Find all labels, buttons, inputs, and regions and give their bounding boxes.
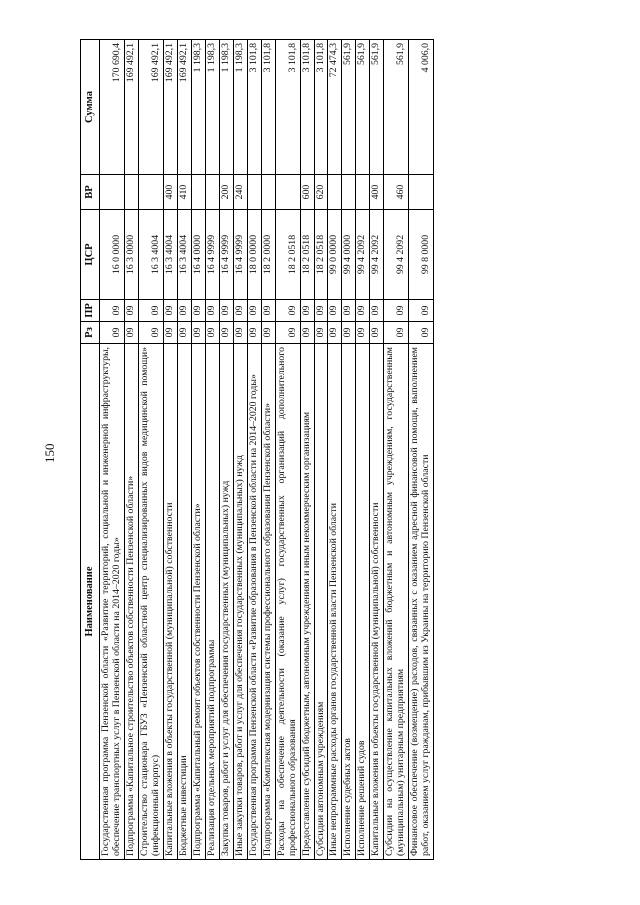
cell-csr: 16 4 9999 [233,210,247,300]
table-row [219,40,233,860]
cell-pr: 09 [261,300,275,322]
table-row [247,40,261,860]
cell-vr [409,175,434,210]
cell-name: Бюджетные инвестиции [177,344,191,860]
cell-sum: 3 101,8 [314,40,328,175]
cell-pr: 09 [384,300,409,322]
cell-sum: 3 101,8 [300,40,314,175]
cell-pr: 09 [314,300,328,322]
cell-pr: 09 [191,300,205,322]
table-row [314,40,328,860]
rotated-table-container [80,40,560,860]
cell-rz: 09 [219,322,233,344]
cell-csr: 99 4 0000 [342,210,356,300]
cell-sum: 4 006,0 [409,40,434,175]
cell-name: Подпрограмма «Капитальное строительство объектов собственности Пензенской области» [124,344,138,860]
cell-pr: 09 [356,300,370,322]
cell-sum: 561,9 [342,40,356,175]
cell-sum: 561,9 [370,40,384,175]
cell-rz: 09 [314,322,328,344]
table-row [261,40,275,860]
cell-csr: 18 2 0518 [314,210,328,300]
cell-rz: 09 [409,322,434,344]
page-number [40,445,60,461]
cell-sum: 1 198,3 [205,40,219,175]
cell-vr [356,175,370,210]
header-rz: Рз [81,322,100,344]
cell-sum: 1 198,3 [219,40,233,175]
table-row [356,40,370,860]
cell-name: Субсидии автономным учреждениям [314,344,328,860]
cell-vr [342,175,356,210]
table-row [300,40,314,860]
cell-sum: 72 474,3 [328,40,342,175]
cell-vr [205,175,219,210]
cell-name: Иные закупки товаров, работ и услуг для обеспечения государственных (муниципальных) нужд [233,344,247,860]
cell-sum: 170 690,4 [100,40,125,175]
cell-pr: 09 [328,300,342,322]
cell-sum: 3 101,8 [247,40,261,175]
cell-csr: 16 4 9999 [219,210,233,300]
cell-csr: 16 3 4004 [177,210,191,300]
cell-vr [138,175,163,210]
cell-vr: 240 [233,175,247,210]
cell-csr: 99 0 0000 [328,210,342,300]
cell-pr: 09 [177,300,191,322]
cell-name: Подпрограмма «Капитальный ремонт объектов собственности Пензенской области» [191,344,205,860]
cell-csr: 18 0 0000 [247,210,261,300]
table-row [124,40,138,860]
header-name: Наименование [81,344,100,860]
cell-pr: 09 [342,300,356,322]
table-row [191,40,205,860]
cell-csr: 16 4 0000 [191,210,205,300]
cell-name: Государственная программа Пензенской области «Развитие образования в Пензенской области на 2014–2020 годы» [247,344,261,860]
cell-csr: 99 4 2092 [370,210,384,300]
cell-csr: 99 4 2092 [384,210,409,300]
cell-csr: 99 4 2092 [356,210,370,300]
table-row [100,40,125,860]
cell-name: Реализация отдельных мероприятий подпрограммы [205,344,219,860]
cell-vr [191,175,205,210]
cell-rz: 09 [100,322,125,344]
budget-table [80,39,434,860]
table-row [328,40,342,860]
cell-name: Иные непрограммные расходы органов государственной власти Пензенской области [328,344,342,860]
cell-vr [100,175,125,210]
table-row [370,40,384,860]
table-row [384,40,409,860]
table-row [163,40,177,860]
cell-vr [328,175,342,210]
cell-sum: 561,9 [356,40,370,175]
cell-name: Субсидии на осуществление капитальных вложений бюджетным и автономным учреждениям, государственным (муниципальным) унитарным предприятиям [384,344,409,860]
table-row [342,40,356,860]
cell-pr: 09 [275,300,300,322]
header-pr: ПР [81,300,100,322]
cell-pr: 09 [247,300,261,322]
cell-vr [275,175,300,210]
cell-rz: 09 [205,322,219,344]
cell-pr: 09 [409,300,434,322]
cell-rz: 09 [261,322,275,344]
cell-pr: 09 [100,300,125,322]
cell-rz: 09 [342,322,356,344]
cell-name: Исполнение решений судов [356,344,370,860]
cell-rz: 09 [370,322,384,344]
cell-name: Капитальные вложения в объекты государственной (муниципальной) собственности [370,344,384,860]
cell-vr: 600 [300,175,314,210]
cell-csr: 16 3 0000 [124,210,138,300]
table-row [409,40,434,860]
cell-csr: 16 4 9999 [205,210,219,300]
cell-pr: 09 [138,300,163,322]
table-row [233,40,247,860]
table-header [81,40,100,860]
cell-sum: 169 492,1 [163,40,177,175]
header-row [81,40,100,860]
cell-pr: 09 [163,300,177,322]
cell-csr: 18 2 0000 [261,210,275,300]
cell-sum: 1 198,3 [233,40,247,175]
cell-name: Государственная программа Пензенской области «Развитие территорий, социальной и инженерной инфраструктуры, обеспечение транспортных услуг в Пензенской области на 2014–2020 годы» [100,344,125,860]
cell-name: Предоставление субсидий бюджетным, автономным учреждениям и иным некоммерческим организациям [300,344,314,860]
cell-name: Строительство стационара ГБУЗ «Пензенский областной центр специализированных видов медицинской помощи» (инфекционный корпус) [138,344,163,860]
cell-csr: 16 3 4004 [163,210,177,300]
cell-csr: 18 2 0518 [300,210,314,300]
cell-rz: 09 [124,322,138,344]
cell-vr [247,175,261,210]
cell-csr: 16 0 0000 [100,210,125,300]
cell-rz: 09 [300,322,314,344]
table-row [205,40,219,860]
cell-name: Подпрограмма «Комплексная модернизация системы профессионального образования Пензенской области» [261,344,275,860]
cell-pr: 09 [300,300,314,322]
cell-sum: 169 492,1 [177,40,191,175]
cell-pr: 09 [233,300,247,322]
cell-vr [261,175,275,210]
cell-vr [124,175,138,210]
cell-rz: 09 [233,322,247,344]
table-row [138,40,163,860]
cell-csr: 18 2 0518 [275,210,300,300]
cell-name: Расходы на обеспечение деятельности (оказание услуг) государственных организаций дополнительного профессионального образования [275,344,300,860]
cell-rz: 09 [328,322,342,344]
cell-sum: 1 198,3 [191,40,205,175]
cell-vr: 400 [163,175,177,210]
cell-sum: 169 492,1 [138,40,163,175]
table-body [100,40,434,860]
table-row [275,40,300,860]
cell-pr: 09 [219,300,233,322]
table-row [177,40,191,860]
cell-csr: 99 8 0000 [409,210,434,300]
cell-rz: 09 [275,322,300,344]
cell-name: Исполнение судебных актов [342,344,356,860]
cell-sum: 169 492,1 [124,40,138,175]
cell-vr: 410 [177,175,191,210]
cell-sum: 3 101,8 [275,40,300,175]
header-vr: ВР [81,175,100,210]
cell-rz: 09 [163,322,177,344]
cell-pr: 09 [124,300,138,322]
cell-sum: 561,9 [384,40,409,175]
header-csr: ЦСР [81,210,100,300]
cell-vr: 460 [384,175,409,210]
cell-name: Закупка товаров, работ и услуг для обеспечения государственных (муниципальных) нужд [219,344,233,860]
page-number-text: 150 [42,443,57,463]
cell-name: Капитальные вложения в объекты государственной (муниципальной) собственности [163,344,177,860]
cell-rz: 09 [384,322,409,344]
cell-pr: 09 [370,300,384,322]
cell-pr: 09 [205,300,219,322]
cell-name: Финансовое обеспечение (возмещение) расходов, связанных с оказанием адресной финансовой помощи, выполнением работ, оказанием услуг гражданам, прибывшим из Украины на территорию Пензенской области [409,344,434,860]
cell-rz: 09 [356,322,370,344]
cell-vr: 620 [314,175,328,210]
cell-vr: 400 [370,175,384,210]
cell-csr: 16 3 4004 [138,210,163,300]
cell-rz: 09 [138,322,163,344]
cell-rz: 09 [247,322,261,344]
cell-rz: 09 [177,322,191,344]
cell-sum: 3 101,8 [261,40,275,175]
cell-vr: 200 [219,175,233,210]
header-sum: Сумма [81,40,100,175]
cell-rz: 09 [191,322,205,344]
